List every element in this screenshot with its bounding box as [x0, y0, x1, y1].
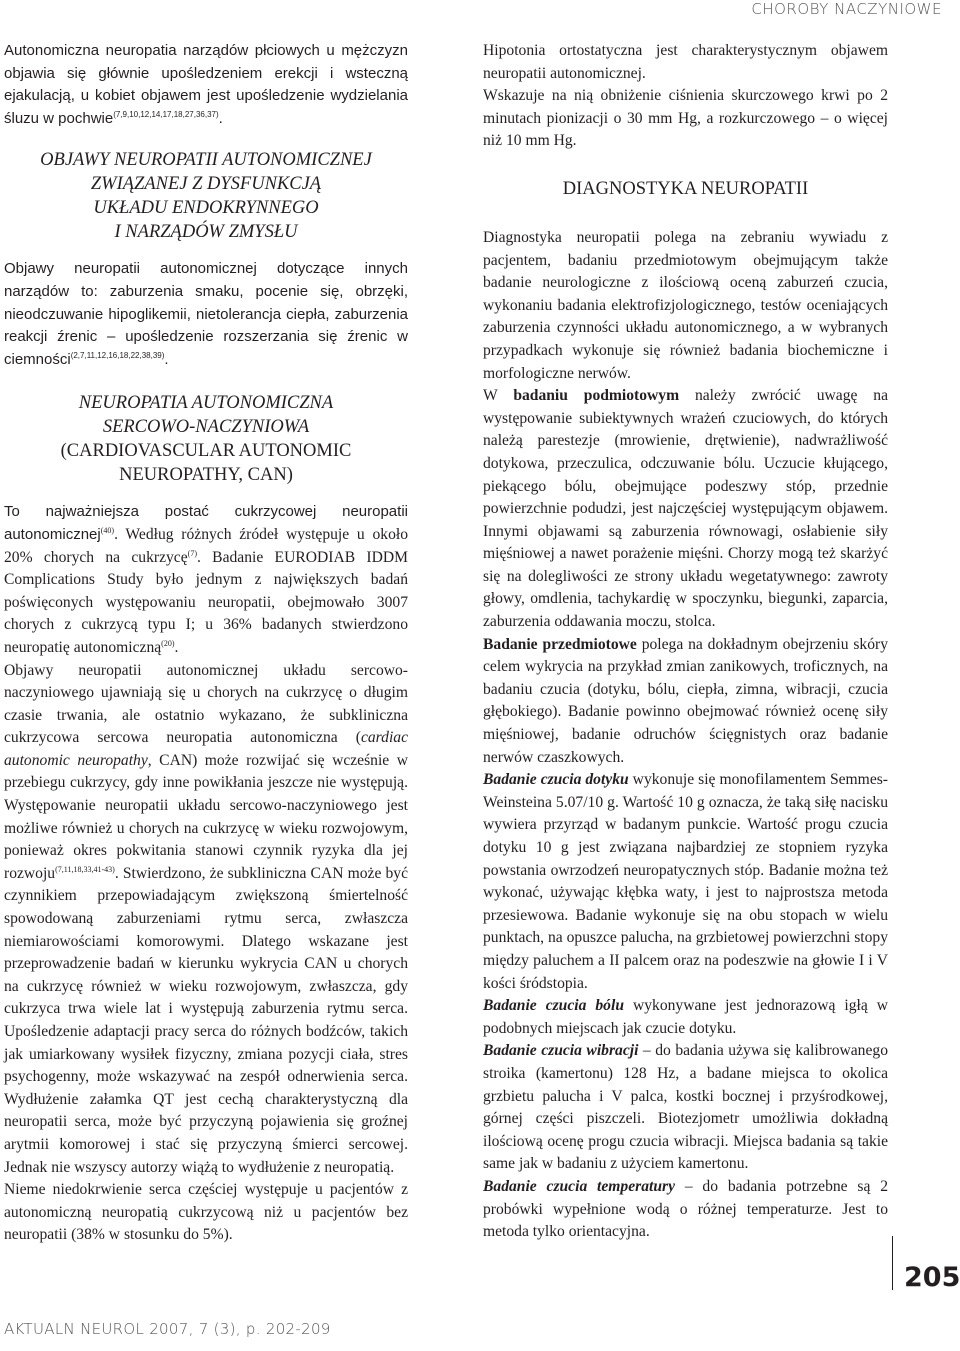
can-last-paragraph: Nieme niedokrwienie serca częściej występuje u pacjentów z autonomiczną neuropatią cukrzycową niż u pacjentów bez neuropatii (38% w stosunku do 5%). — [4, 1181, 408, 1244]
can-body-italic: cardiac autonomic neuropathy — [4, 729, 408, 769]
journal-footer: AKTUALN NEUROL 2007, 7 (3), p. 202-209 — [4, 1320, 331, 1338]
heading-line: UKŁADU ENDOKRYNNEGO — [93, 198, 319, 219]
citation: (2,7,11,12,16,18,22,38,39) — [70, 350, 165, 360]
section-heading-can — [4, 391, 408, 487]
can-intro-text: . Według różnych źródeł występuje u około 20% chorych na cukrzycę — [4, 525, 408, 566]
heading-line: (CARDIOVASCULAR AUTONOMIC — [60, 441, 352, 462]
objective-exam-paragraph — [483, 634, 888, 770]
intro-text: Autonomiczna neuropatia narządów płciowych u mężczyzn objawia się głównie upośledzeniem erekcji i wsteczną ejakulacją, u kobiet objawem jest upośledzenie wydzielania śluzu w pochwie — [4, 42, 408, 127]
running-header: CHOROBY NACZYNIOWE — [751, 0, 942, 18]
page-number-divider — [892, 1236, 893, 1290]
page-number: 205 — [904, 1262, 960, 1293]
heading-line: OBJAWY NEUROPATII AUTONOMICZNEJ — [40, 150, 372, 171]
endocrine-paragraph: Objawy neuropatii autonomicznej dotyczące innych narządów to: zaburzenia smaku, pocenie się, obrzęki, nieodczuwanie hipoglikemii, nietolerancja ciepła, zaburzenia reakcji źrenic – upośledzenie rozszerzania się źrenic w ciemności$^{(2,7,11,12,16,18,22,38,39)}$. — [4, 260, 408, 368]
vibration-exam-paragraph — [483, 1040, 888, 1176]
temperature-exam-paragraph — [483, 1176, 888, 1244]
pain-exam-text: wykonywane jest jednorazową igłą w podobnych miejscach jak czucie dotyku. — [483, 997, 888, 1037]
heading-line: NEUROPATIA AUTONOMICZNA — [78, 393, 334, 414]
intro-paragraph: Autonomiczna neuropatia narządów płciowych u mężczyzn objawia się głównie upośledzeniem erekcji i wsteczną ejakulacją, u kobiet objawem jest upośledzenie wydzielania śluzu w pochwie$^{(7,9,10,12,14,17,18,27,36,37)}$. — [4, 42, 408, 127]
left-column — [4, 40, 408, 1247]
can-body-text: . Stwierdzono, że subkliniczna CAN może być czynnikiem przepowiadającym zwiększoną śmiertelność spowodowaną zaburzeniami rytmu serca, zwłaszcza niemiarowościami komorowymi. Dlatego wskazane jest przeprowadzenie badań w kierunku wykrycia CAN u chorych na cukrzycę również w wieku rozwojowym, zwłaszcza, gdy cukrzyca trwa wiele lat i występują zaburzenia rytmu serca. Upośledzenie adaptacji pracy serca do różnych bodźców, takich jak umiarkowany wysiłek fizyczny, zmiana pozycji ciała, stres psychogenny, może wskazywać na zespół odnerwienia serca. Wydłużenie załamka QT jest cechą charakterystyczną dla neuropatii serca, może być przyczyną pojawienia się groźnej arytmii komorowej i stać się przyczyną śmierci sercowej. Jednak nie wszyscy autorzy wiążą to wydłużenie z neuropatią. — [4, 864, 408, 1176]
diagnostics-intro-paragraph: Diagnostyka neuropatii polega na zebraniu wywiadu z pacjentem, badaniu przedmiotowym obejmującym także badanie neurologiczne z ilościową oceną zaburzeń czucia, wykonaniu badania elektrofizjologicznego, testów oceniających zaburzenia czynności układu autonomicznego, a w wybranych przypadkach wykonuje się również badania biochemiczne i morfologiczne nerwów. — [483, 228, 888, 382]
heading-line: NEUROPATHY, CAN) — [119, 465, 293, 486]
can-intro-text: To najważniejsza postać cukrzycowej neuropatii autonomicznej — [4, 503, 408, 543]
subjective-exam-text: należy zwrócić uwagę na występowanie subiektywnych wrażeń czuciowych, do których należą parestezje (mrowienie, drętwienie), nadwrażliwość dotykowa, przeczulica, odczuwanie bólu. Uczucie kłującego, piekącego bólu, obejmujące podeszwy stóp, przednie powierzchnie podudzi, jest najczęściej występującym objawem. Innymi objawami są zaburzenia równowagi, osłabienie siły mięśniowej a nawet porażenie mięśni. Chorzy mogą też skarżyć się na dolegliwości ze strony układu wegetatywnego: zawroty głowy, omdlenia, tachykardię w spoczynku, biegunki, zaparcia, zaburzenia oddawania moczu, stolca. — [483, 387, 888, 631]
vibration-exam-text: – do badania używa się kalibrowanego stroika (kamertonu) 128 Hz, a badane miejsca to okolica grzbietu palucha i V palca, kostki bocznej i przyśrodkowej, górnej części piszczeli. Biotezjometr umożliwia dokładną ilościową ocenę progu czucia wibracji. Miejsca badania są takie same jak w badaniu z użyciem kamertonu. — [483, 1042, 888, 1173]
objective-exam-text: polega na dokładnym obejrzeniu skóry celem wykrycia na przykład zmian zanikowych, troficznych, na badaniu czucia (dotyku, bólu, ciepła, zimna, wibracji, czucia głębokiego). Badanie powinno obejmować również ocenę siły mięśniowej, badanie odruchów ścięgnistych oraz badanie nerwów czaszkowych. — [483, 635, 888, 766]
heading-line: ZWIĄZANEJ Z DYSFUNKCJĄ — [90, 174, 322, 195]
temperature-exam-label: Badanie czucia temperatury — [483, 1177, 676, 1195]
touch-exam-paragraph — [483, 769, 888, 995]
can-body-text: , CAN) może rozwijać się wcześnie w przebiegu cukrzycy, gdy inne powikłania jeszcze nie występują. Występowanie neuropatii układu sercowo-naczyniowego jest możliwe również u chorych na cukrzycę w wieku rozwojowym, ponieważ okres pokwitania stanowi czynnik ryzyka dla jej rozwoju — [4, 751, 408, 882]
subjective-exam-paragraph — [483, 385, 888, 634]
citation: (20) — [161, 638, 175, 648]
heading-line: I NARZĄDÓW ZMYSŁU — [114, 222, 298, 243]
citation: (7,9,10,12,14,17,18,27,36,37) — [113, 109, 219, 119]
subjective-exam-label: badaniu podmiotowym — [513, 387, 680, 405]
vibration-exam-label: Badanie czucia wibracji — [483, 1042, 639, 1060]
section-heading-endocrine — [4, 148, 408, 244]
hypotension-criteria-paragraph: Wskazuje na nią obniżenie ciśnienia skurczowego krwi po 2 minutach pionizacji o 30 mm Hg, a rozkurczowego – o więcej niż 10 mm Hg. — [483, 87, 888, 150]
touch-exam-text: wykonuje się monofilamentem Semmes-Weinsteina 5.07/10 g. Wartość 10 g oznacza, że taką siłę nacisku wywiera przyrząd w badanym punkcie. Wartość progu czucia dotyku 10 g jest związana najbardziej ze stopniem ryzyka powstania owrzodzeń neuropatycznych stóp. Badanie można też wykonać, używając kłębka waty, i jest to najprostsza metoda przesiewowa. Badanie wykonuje się na obu stopach w wielu punktach, na opuszce palucha, na grzbietowej powierzchni stopy między paluchem a II palcem oraz na podeszwie na głowie I i V kości śródstopia. — [483, 771, 888, 992]
pain-exam-label: Badanie czucia bólu — [483, 997, 624, 1015]
hypotension-paragraph: Hipotonia ortostatyczna jest charakterystycznym objawem neuropatii autonomicznej. — [483, 42, 888, 82]
heading-line: SERCOWO-NACZYNIOWA — [102, 417, 310, 438]
can-intro-paragraph: To najważniejsza postać cukrzycowej neuropatii autonomicznej$^{(40)}$. Według różnych źródeł występuje u około 20% chorych na cukrzycę$^{(7)}$. Badanie EURODIAB IDDM Complications Study było jednym z największych badań poświęconych występowaniu neuropatii, obejmowało 3007 chorych z cukrzycą typu I; u 36% badanych stwierdzono neuropatię autonomiczną$^{(20)}$. — [4, 503, 408, 656]
can-intro-text: . Badanie EURODIAB IDDM Complications Study było jednym z największych badań poświęconych występowaniu neuropatii, obejmowało 3007 chorych z cukrzycą typu I; u 36% badanych stwierdzono neuropatię autonomiczną — [4, 548, 408, 656]
section-heading-diagnostics: DIAGNOSTYKA NEUROPATII — [562, 178, 809, 199]
citation: (40) — [100, 525, 115, 535]
right-column — [483, 40, 888, 1244]
temperature-exam-text: – do badania potrzebne są 2 probówki wypełnione wodą o różnej temperaturze. Jest to metoda tylko orientacyjna. — [483, 1177, 888, 1241]
can-body-paragraph — [4, 660, 408, 1180]
citation: (7,11,18,33,41-43) — [55, 864, 115, 874]
pain-exam-paragraph — [483, 995, 888, 1040]
touch-exam-label: Badanie czucia dotyku — [483, 771, 629, 789]
can-body-text: Objawy neuropatii autonomicznej układu sercowo-naczyniowego ujawniają się u chorych na cukrzycę o długim czasie trwania, ale ostatnio wykazano, że subkliniczna cukrzycowa sercowa neuropatia autonomiczna ( — [4, 661, 408, 747]
endocrine-text: Objawy neuropatii autonomicznej dotyczące innych narządów to: zaburzenia smaku, pocenie się, obrzęki, nieodczuwanie hipoglikemii, nietolerancja ciepła, zaburzenia reakcji źrenic – upośledzenie rozszerzania się źrenic w ciemności — [4, 260, 408, 368]
citation: (7) — [187, 548, 197, 558]
objective-exam-label: Badanie przedmiotowe — [483, 635, 637, 653]
subjective-prefix: W — [483, 387, 514, 405]
